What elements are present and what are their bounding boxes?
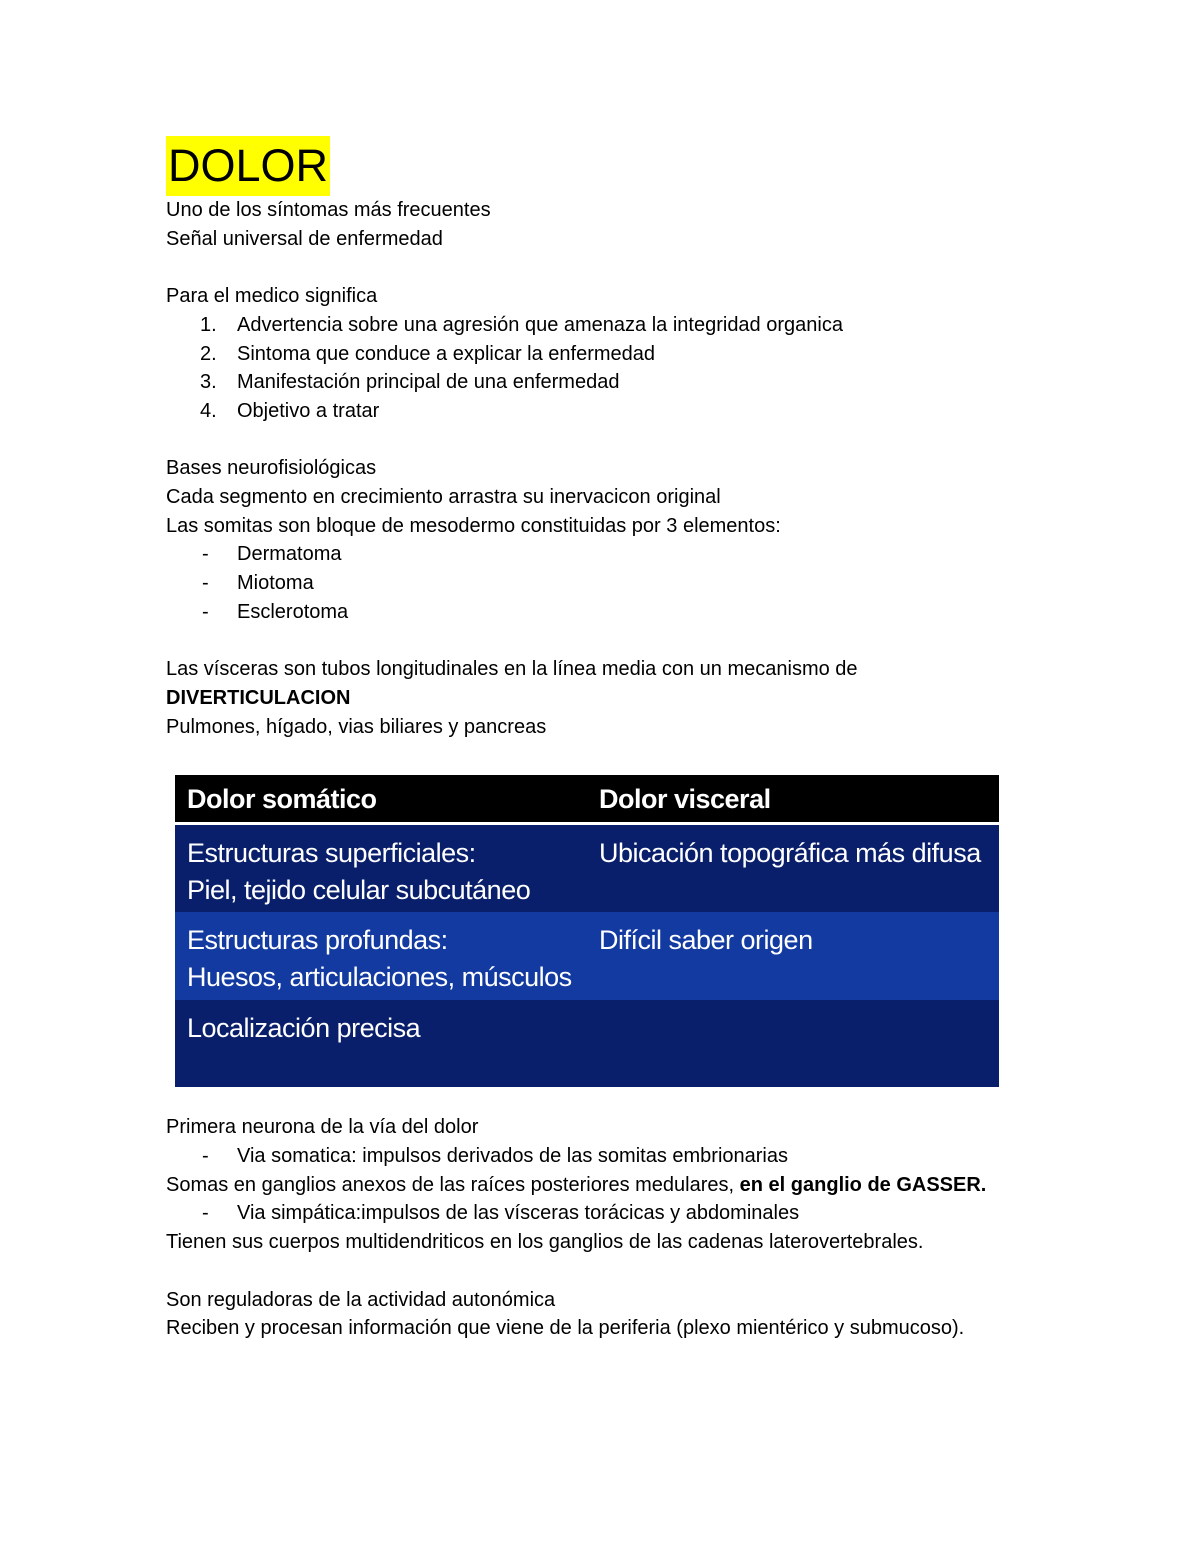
- list-item: [166, 311, 1046, 340]
- bases-line-1: Cada segmento en crecimiento arrastra su inervacicon original: [166, 486, 721, 508]
- visceras-line-3: Pulmones, hígado, vias biliares y pancreas: [166, 715, 547, 738]
- bases-heading: Bases neurofisiológicas: [166, 457, 377, 480]
- reguladoras-line-2: Reciben y procesan información que viene de la periferia (plexo mientérico y submucoso).: [166, 1317, 965, 1340]
- list-item: [166, 397, 1046, 426]
- list-item: [166, 1142, 1046, 1171]
- list-item-text: Objetivo a tratar: [237, 399, 380, 422]
- cell-line: Huesos, articulaciones, músculos: [187, 962, 572, 992]
- list-item-text: Via simpática:impulsos de las vísceras torácicas y abdominales: [237, 1202, 800, 1225]
- list-dash: -: [202, 572, 209, 595]
- visceras-line-1: Las vísceras son tubos longitudinales en la línea media con un mecanismo de: [166, 658, 858, 681]
- table-header: [175, 775, 999, 825]
- list-item: [166, 598, 1046, 627]
- somas-text: Somas en ganglios anexos de las raíces posteriores medulares,: [166, 1173, 740, 1196]
- list-item: [166, 340, 1046, 369]
- header-visceral: Dolor visceral: [599, 784, 771, 814]
- cell-line: Piel, tejido celular subcutáneo: [187, 875, 531, 905]
- list-dash: -: [202, 1202, 209, 1225]
- list-item: [166, 569, 1046, 598]
- list-item: [166, 540, 1046, 569]
- list-dash: -: [202, 1145, 209, 1168]
- list-number: 2.: [200, 342, 217, 365]
- header-somatic: Dolor somático: [187, 784, 377, 814]
- neurona-heading: Primera neurona de la vía del dolor: [166, 1116, 479, 1139]
- list-item: [166, 368, 1046, 397]
- table-cell: Ubicación topográfica más difusa: [599, 838, 981, 868]
- list-item-text: Via somatica: impulsos derivados de las somitas embrionarias: [237, 1145, 788, 1168]
- medico-heading: Para el medico significa: [166, 285, 378, 308]
- blank-line: [166, 426, 1046, 455]
- table-cell: Difícil saber origen: [599, 925, 813, 955]
- intro-line-2: Señal universal de enfermedad: [166, 227, 443, 250]
- list-item-text: Dermatoma: [237, 543, 342, 566]
- bases-line-2: Las somitas son bloque de mesodermo constituidas por 3 elementos:: [166, 514, 781, 537]
- reguladoras-line-1: Son reguladoras de la actividad autonómica: [166, 1288, 556, 1311]
- cell-line: Localización precisa: [187, 1013, 421, 1043]
- table-cell: [187, 835, 530, 909]
- cuerpos-line: Tienen sus cuerpos multidendriticos en los ganglios de las cadenas laterovertebrales.: [166, 1231, 924, 1254]
- table-cell: [187, 922, 572, 996]
- list-dash: -: [202, 543, 209, 566]
- blank-line: [166, 627, 1046, 656]
- cell-line: Estructuras superficiales:: [187, 838, 476, 868]
- list-item-text: Esclerotoma: [237, 600, 349, 623]
- list-item-text: Miotoma: [237, 572, 314, 595]
- intro-line-1: Uno de los síntomas más frecuentes: [166, 199, 491, 221]
- somas-bold-text: en el ganglio de GASSER.: [739, 1173, 987, 1196]
- table-row: [175, 825, 999, 912]
- list-number: 3.: [200, 371, 217, 394]
- list-number: 4.: [200, 399, 217, 422]
- list-item: [166, 1199, 1046, 1228]
- list-item-text: Manifestación principal de una enfermedad: [237, 371, 620, 394]
- document-body: [166, 136, 1046, 1343]
- list-number: 1.: [200, 313, 217, 336]
- list-item-text: Sintoma que conduce a explicar la enfermedad: [237, 342, 656, 365]
- somas-line: [166, 1171, 1046, 1200]
- table-row: [175, 912, 999, 1000]
- list-dash: -: [202, 600, 209, 623]
- pain-comparison-table: [175, 775, 999, 1087]
- cell-line: Estructuras profundas:: [187, 925, 448, 955]
- blank-line: [166, 253, 1046, 282]
- blank-line: [166, 1257, 1046, 1286]
- table-row: [175, 1000, 999, 1087]
- page-title: DOLOR: [166, 136, 330, 196]
- list-item-text: Advertencia sobre una agresión que amenaza la integridad organica: [237, 313, 843, 336]
- table-cell: [187, 1010, 420, 1047]
- visceras-term: DIVERTICULACION: [166, 686, 351, 709]
